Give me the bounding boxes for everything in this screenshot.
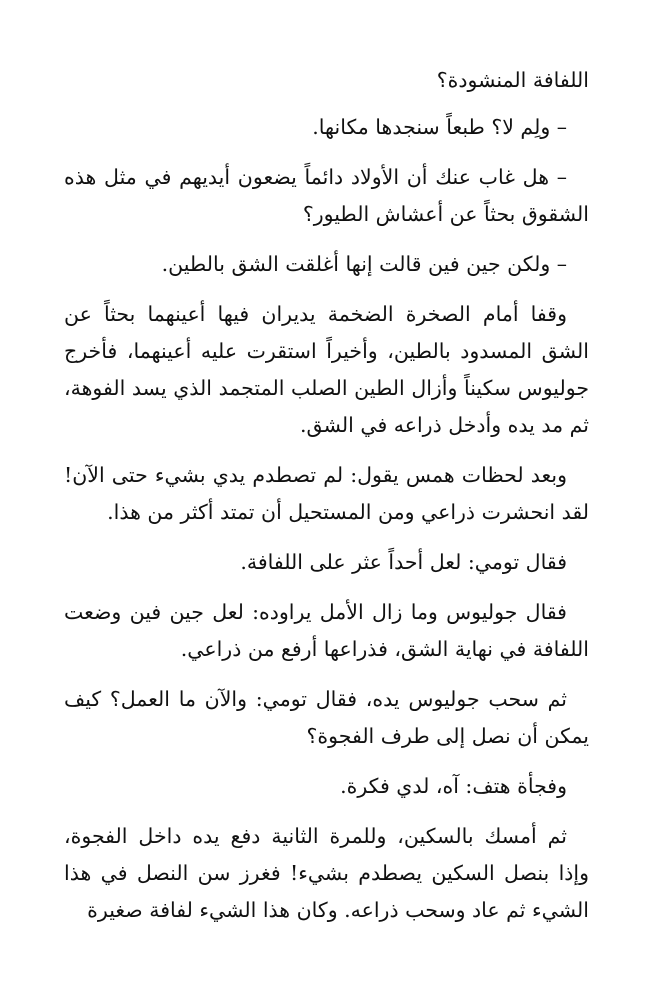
paragraph-7: فقال تومي: لعل أحداً عثر على اللفافة. — [240, 550, 567, 574]
paragraph-11: ثم أمسك بالسكين، وللمرة الثانية دفع يده داخل الفجوة، وإذا بنصل السكين يصطدم بشيء! فغرز سن النصل في هذا الشيء ثم عاد وسحب ذراعه. وكان هذا الشيء لفافة صغيرة — [64, 824, 589, 922]
paragraph-8: فقال جوليوس وما زال الأمل يراوده: لعل جين فين وضعت اللفافة في نهاية الشق، فذراعها أرفع من ذراعي. — [64, 600, 589, 661]
paragraph-1: اللفافة المنشودة؟ — [436, 68, 589, 92]
paragraph-3: – هل غاب عنك أن الأولاد دائماً يضعون أيديهم في مثل هذه الشقوق بحثاً عن أعشاش الطيور؟ — [64, 165, 589, 226]
paragraph-5: وقفا أمام الصخرة الضخمة يديران فيها أعينهما بحثاً عن الشق المسدود بالطين، وأخيراً استقرت عليه أعينهما، فأخرج جوليوس سكيناً وأزال الطين الصلب المتجمد الذي يسد الفوهة، ثم مد يده وأدخل ذراعه في الشق. — [64, 302, 589, 437]
paragraph-4: – ولكن جين فين قالت إنها أغلقت الشق بالطين. — [161, 252, 567, 276]
paragraph-10: وفجأة هتف: آه، لدي فكرة. — [340, 774, 567, 798]
paragraph-6: وبعد لحظات همس يقول: لم تصطدم يدي بشيء حتى الآن! لقد انحشرت ذراعي ومن المستحيل أن تمتد أكثر من هذا. — [64, 463, 589, 524]
paragraph-2: – ولِم لا؟ طبعاً سنجدها مكانها. — [312, 115, 567, 139]
paragraph-9: ثم سحب جوليوس يده، فقال تومي: والآن ما العمل؟ كيف يمكن أن نصل إلى طرف الفجوة؟ — [64, 687, 589, 748]
